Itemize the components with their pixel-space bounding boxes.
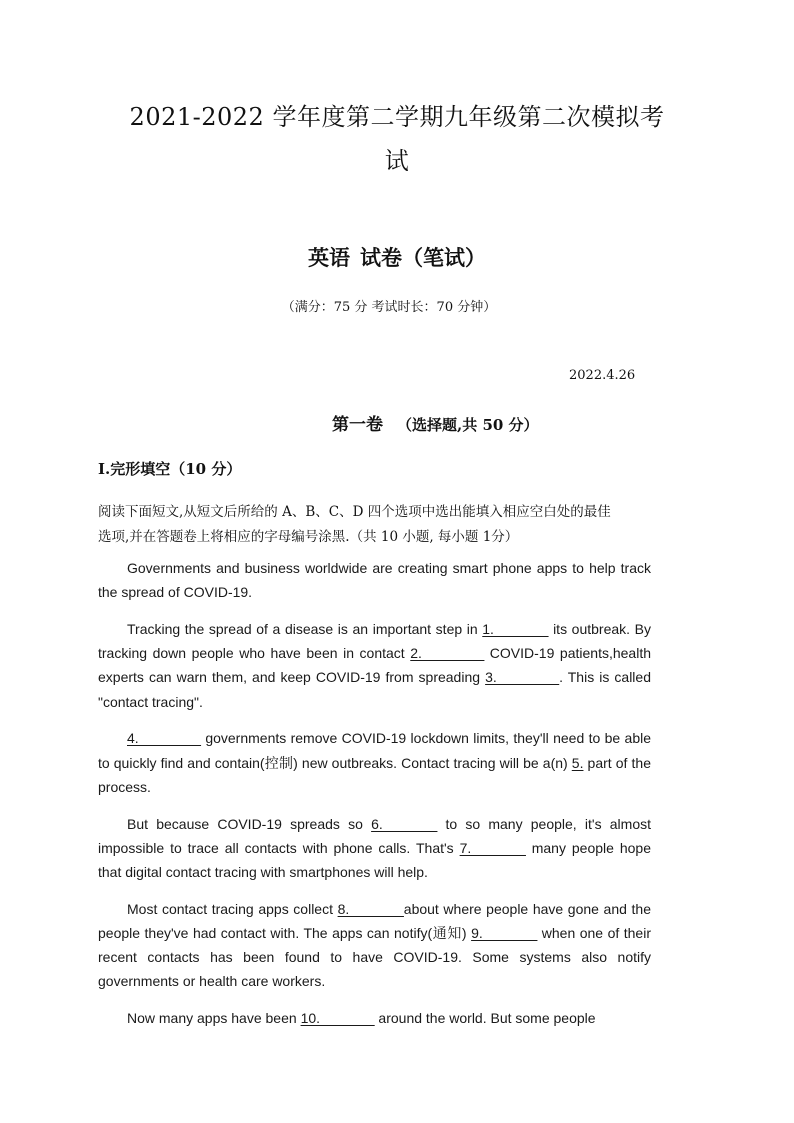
blank-9: 9._______ (471, 925, 538, 942)
blank-5: 5. (571, 754, 584, 771)
blank-7: 7._______ (459, 839, 526, 856)
paragraph-text: when one of their recent contacts has been found to have COVID-19. Some systems also notify governments or health care workers. (98, 925, 651, 990)
section-heading: I.完形填空（10 分） (98, 460, 242, 478)
part-one-note: （选择题,共 50 分） (397, 416, 539, 434)
blank-3: 3.________ (485, 669, 560, 686)
exam-title-line-1: 2021-2022 学年度第二学期九年级第二次模拟考 (129, 103, 665, 131)
part-one-title: 第一卷 (332, 415, 383, 435)
paragraph-4 (98, 812, 651, 885)
exam-subtitle (0, 242, 794, 272)
blank-1: 1._______ (482, 621, 549, 637)
paragraph-text: its outbreak. By tracking down people who have been in contact (98, 621, 651, 662)
exam-title-line-2: 试 (384, 147, 410, 175)
exam-date: 2022.4.26 (569, 368, 636, 383)
paper-type: 试卷（笔试） (360, 245, 486, 270)
cloze-passage (98, 556, 651, 1043)
exam-title (120, 95, 674, 183)
subject-name: 英语 (308, 245, 350, 270)
paragraph-text: about where people have gone and the people they've had contact with. The apps can notify(通知) (98, 900, 651, 942)
blank-6: 6._______ (371, 815, 438, 832)
blank-2: 2.________ (410, 645, 485, 662)
paragraph-text: Most contact tracing apps collect (127, 900, 338, 917)
paragraph-3 (98, 726, 651, 799)
paragraph-5 (98, 897, 651, 994)
paragraph-text: But because COVID-19 spreads so (127, 815, 372, 832)
blank-8: 8._______ (337, 900, 404, 917)
instructions-line-1: 阅读下面短文,从短文后所给的 A、B、C、D 四个选项中选出能填入相应空白处的最佳 (98, 504, 611, 520)
paragraph-text: COVID-19 patients,health experts can warn them, and keep COVID-19 from spreading (98, 645, 652, 686)
paragraph-text: . This is called "contact tracing". (98, 669, 651, 710)
paragraph-text: Tracking the spread of a disease is an important step in (127, 621, 483, 637)
paragraph-1 (98, 556, 651, 604)
paragraph-text: many people hope that digital contact tracing with smartphones will help. (98, 839, 652, 881)
blank-10: 10._______ (300, 1010, 375, 1027)
instructions-line-2: 选项,并在答题卷上将相应的字母编号涂黑.（共 10 小题, 每小题 1分） (98, 529, 519, 545)
paragraph-text: around the world. But some people (374, 1010, 596, 1027)
paragraph-2 (98, 617, 651, 714)
paragraph-text: Now many apps have been (127, 1010, 301, 1027)
paragraph-text: part of the process. (98, 754, 651, 795)
exam-info: （满分：75 分 考试时长：70 分钟） (281, 300, 497, 315)
paragraph-text: Governments and business worldwide are creating smart phone apps to help track the spread of COVID-19. (98, 560, 651, 601)
paragraph-text: to so many people, it's almost impossible to trace all contacts with phone calls. That's (98, 815, 651, 856)
section-instructions (98, 500, 658, 550)
paragraph-6 (98, 1006, 651, 1030)
paragraph-text: governments remove COVID-19 lockdown limits, they'll need to be able to quickly find and contain(控制) new outbreaks. Contact tracing will be a(n) (98, 730, 651, 771)
blank-4: 4.________ (127, 730, 201, 747)
part-one-heading (332, 410, 539, 435)
